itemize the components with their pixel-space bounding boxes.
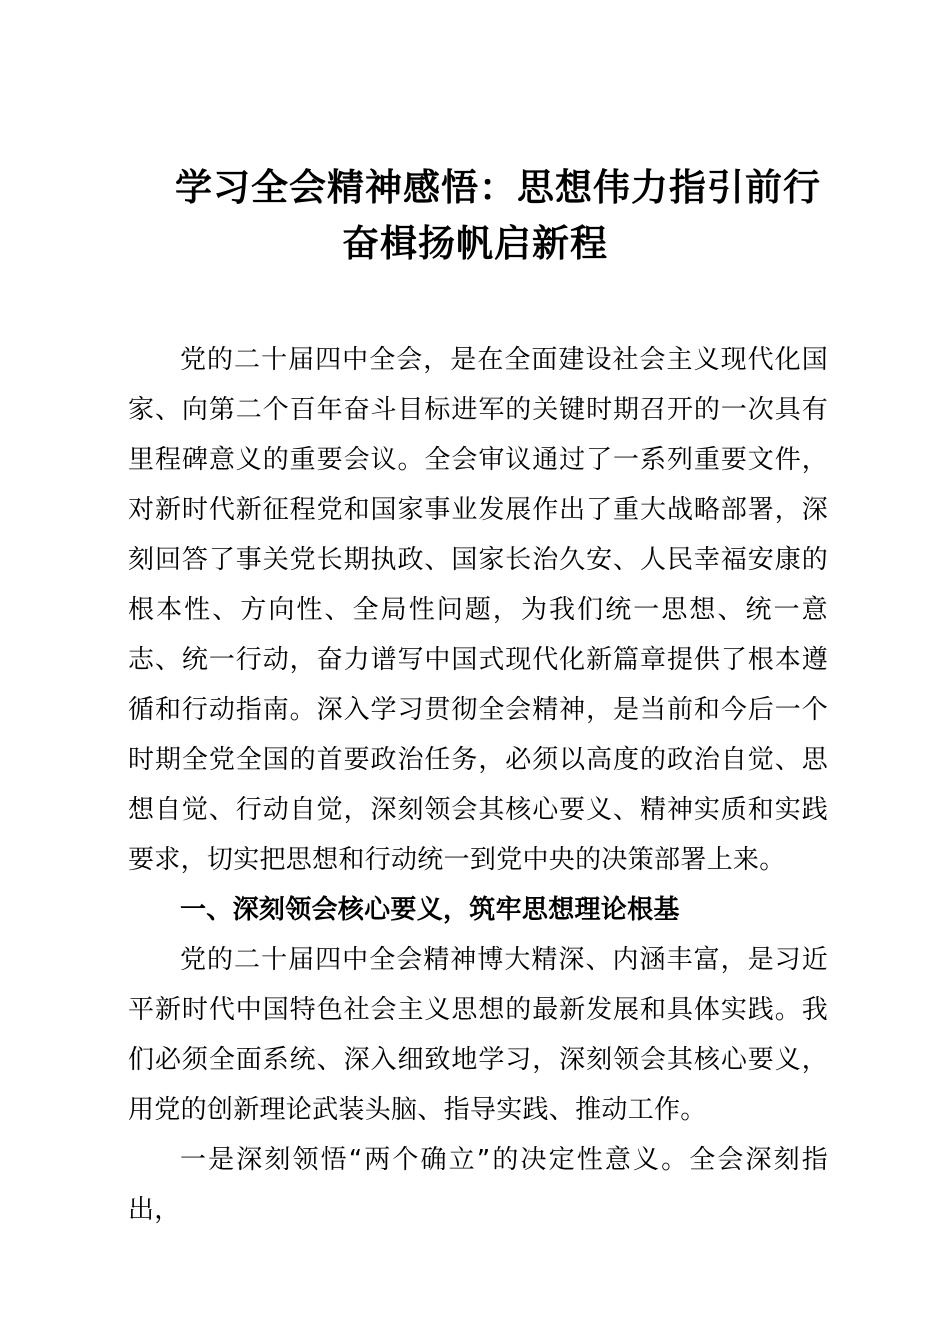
paragraph-intro: 党的二十届四中全会，是在全面建设社会主义现代化国家、向第二个百年奋斗目标进军的关键时期召开的一次具有里程碑意义的重要会议。全会审议通过了一系列重要文件，对新时代新征程党和国家事业发展作出了重大战略部署，深刻回答了事关党长期执政、国家长治久安、人民幸福安康的根本性、方向性、全局性问题，为我们统一思想、统一意志、统一行动，奋力谱写中国式现代化新篇章提供了根本遵循和行动指南。深入学习贯彻全会精神，是当前和今后一个时期全党全国的首要政治任务，必须以高度的政治自觉、思想自觉、行动自觉，深刻领会其核心要义、精神实质和实践要求，切实把思想和行动统一到党中央的决策部署上来。 [128,345,828,875]
document-title [0,160,950,272]
document-body [128,335,828,1235]
section-heading: 一、深刻领会核心要义，筑牢思想理论根基 [180,895,680,925]
title-line-2: 奋楫扬帆启新程 [342,222,608,265]
paragraph-section-1: 党的二十届四中全会精神博大精深、内涵丰富，是习近平新时代中国特色社会主义思想的最新发展和具体实践。我们必须全面系统、深入细致地学习，深刻领会其核心要义，用党的创新理论武装头脑、指导实践、推动工作。 [128,945,828,1125]
paragraph-point-1: 一是深刻领悟“两个确立”的决定性意义。全会深刻指出， [128,1145,828,1225]
title-line-1: 学习全会精神感悟：思想伟力指引前行 [175,166,821,209]
